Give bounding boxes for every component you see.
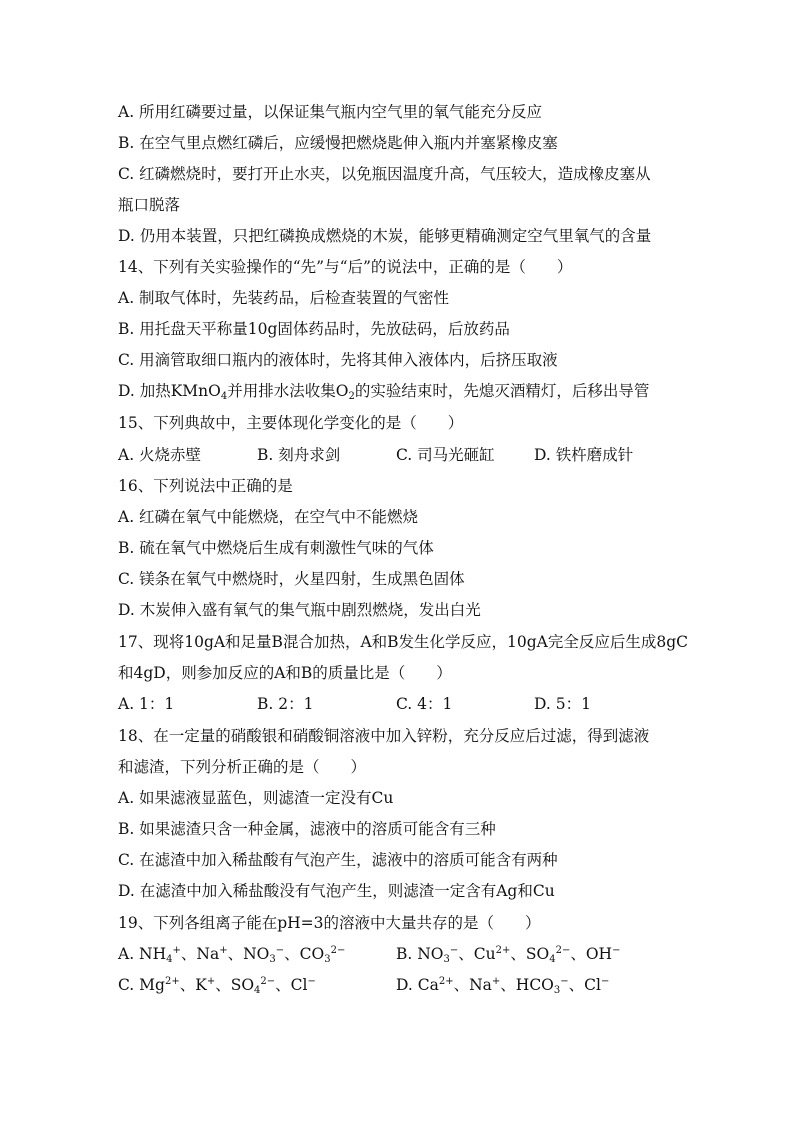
q19-c-t1: C. Mg [118,976,165,994]
q19-option-d [396,975,609,995]
q19-d-t3: 、HCO [500,976,554,994]
q19-d-t2: 、Na [453,976,492,994]
q19-a-t2: 、Na [180,945,220,963]
q16-option-a: A. 红磷在氧气中能燃烧，在空气中不能燃烧 [118,508,419,526]
q15-option-c: C. 司马光砸缸 [396,446,495,464]
q19-b-sup2: 2+ [495,945,511,956]
q19-d-sup2: + [491,976,501,987]
q19-option-c [118,975,316,995]
q19-d-t4: 、Cl [568,976,601,994]
q14-d-text1: D. 加热KMnO [118,382,221,400]
q17-stem-line2: 和4gD，则参加反应的A和B的质量比是（ ） [118,664,452,682]
q15-option-d: D. 铁杵磨成针 [534,446,634,464]
q17-option-b: B. 2：1 [257,695,314,713]
q19-a-t3: 、NO [227,945,270,963]
q19-option-b [396,944,620,964]
q15-option-b: B. 刻舟求剑 [257,446,341,464]
q18-option-b: B. 如果滤渣只含一种金属，滤液中的溶质可能含有三种 [118,820,496,838]
q18-stem-line2: 和滤渣，下列分析正确的是（ ） [118,758,367,776]
q13-option-c-line1: C. 红磷燃烧时，要打开止水夹，以免瓶因温度升高，气压较大，造成橡皮塞从 [118,165,651,183]
q19-a-sup3: − [275,945,285,956]
q19-d-sub3: 3 [553,985,561,996]
q19-b-sup4: − [612,945,621,956]
q13-option-b: B. 在空气里点燃红磷后，应缓慢把燃烧匙伸入瓶内并塞紧橡皮塞 [118,134,558,152]
q19-b-sup1: − [449,945,459,956]
q15-option-a: A. 火烧赤壁 [118,446,202,464]
q19-c-sup4: − [307,976,316,987]
q15-stem: 15、下列典故中，主要体现化学变化的是（ ） [118,414,464,432]
q19-c-sup2: + [206,976,216,987]
q19-option-a [118,944,345,964]
q14-option-d [118,381,678,401]
q19-c-t2: 、K [179,976,207,994]
q14-d-sub2: 2 [348,391,355,402]
q16-option-d: D. 木炭伸入盛有氧气的集气瓶中剧烈燃烧，发出白光 [118,601,481,619]
q14-stem: 14、下列有关实验操作的“先”与“后”的说法中，正确的是（ ） [118,258,573,276]
q18-option-a: A. 如果滤液显蓝色，则滤渣一定没有Cu [118,789,394,807]
q14-d-sub1: 4 [220,391,228,402]
q19-b-t2: 、Cu [458,945,496,963]
q19-b-t3: 、SO [510,945,550,963]
q19-d-sup3: − [560,976,569,987]
q17-stem-line1: 17、现将10gA和足量B混合加热，A和B发生化学反应，10gA完全反应后生成8gC [118,633,689,651]
q19-a-sub4: 3 [324,954,331,965]
q14-option-b: B. 用托盘天平称量10g固体药品时，先放砝码，后放药品 [118,320,510,338]
q18-option-d: D. 在滤渣中加入稀盐酸没有气泡产生，则滤渣一定含有Ag和Cu [118,882,555,900]
q14-d-text3: 的实验结束时，先熄灭酒精灯，后移出导管 [354,382,650,400]
q17-option-d: D. 5：1 [534,695,591,713]
q19-c-sub3: 4 [254,985,261,996]
q16-stem: 16、下列说法中正确的是 [118,477,293,495]
q19-c-sup1: 2+ [164,976,180,987]
q13-option-a: A. 所用红磷要过量，以保证集气瓶内空气里的氧气能充分反应 [118,103,543,121]
q16-option-c: C. 镁条在氧气中燃烧时，火星四射，生成黑色固体 [118,570,465,588]
q14-d-text2: 并用排水法收集O [227,382,349,400]
q19-a-sup4: 2− [330,945,346,956]
q18-stem-line1: 18、在一定量的硝酸银和硝酸铜溶液中加入锌粉，充分反应后过滤，得到滤液 [118,727,650,745]
q19-c-t4: 、Cl [275,976,308,994]
q19-a-sup1: + [172,945,181,956]
q13-option-c-line2: 瓶口脱落 [118,196,181,214]
q19-a-sup2: + [219,945,228,956]
q19-a-t1: A. NH [118,945,167,963]
q13-option-d: D. 仍用本装置，只把红磷换成燃烧的木炭，能够更精确测定空气里氧气的含量 [118,227,652,245]
q18-option-c: C. 在滤渣中加入稀盐酸有气泡产生，滤液中的溶质可能含有两种 [118,851,558,869]
q19-a-sub1: 4 [166,954,173,965]
q14-option-c: C. 用滴管取细口瓶内的液体时，先将其伸入液体内，后挤压取液 [118,351,558,369]
q17-option-c: C. 4：1 [396,695,453,713]
q19-a-t4: 、CO [284,945,325,963]
q19-d-t1: D. Ca [396,976,439,994]
q14-option-a: A. 制取气体时，先装药品，后检查装置的气密性 [118,289,450,307]
q19-b-sub1: 3 [443,954,450,965]
q19-c-t3: 、SO [215,976,255,994]
q17-option-a: A. 1：1 [118,695,175,713]
q19-d-sup4: − [600,976,610,987]
q16-option-b: B. 硫在氧气中燃烧后生成有刺激性气味的气体 [118,539,434,557]
q19-c-sup3: 2− [260,976,276,987]
q19-b-sup3: 2− [555,945,571,956]
q19-b-t1: B. NO [396,945,444,963]
q19-d-sup1: 2+ [438,976,454,987]
q19-stem: 19、下列各组离子能在pH=3的溶液中大量共存的是（ ） [118,914,541,932]
q19-b-t4: 、OH [570,945,613,963]
q19-a-sub3: 3 [269,954,276,965]
q19-b-sub3: 4 [549,954,556,965]
